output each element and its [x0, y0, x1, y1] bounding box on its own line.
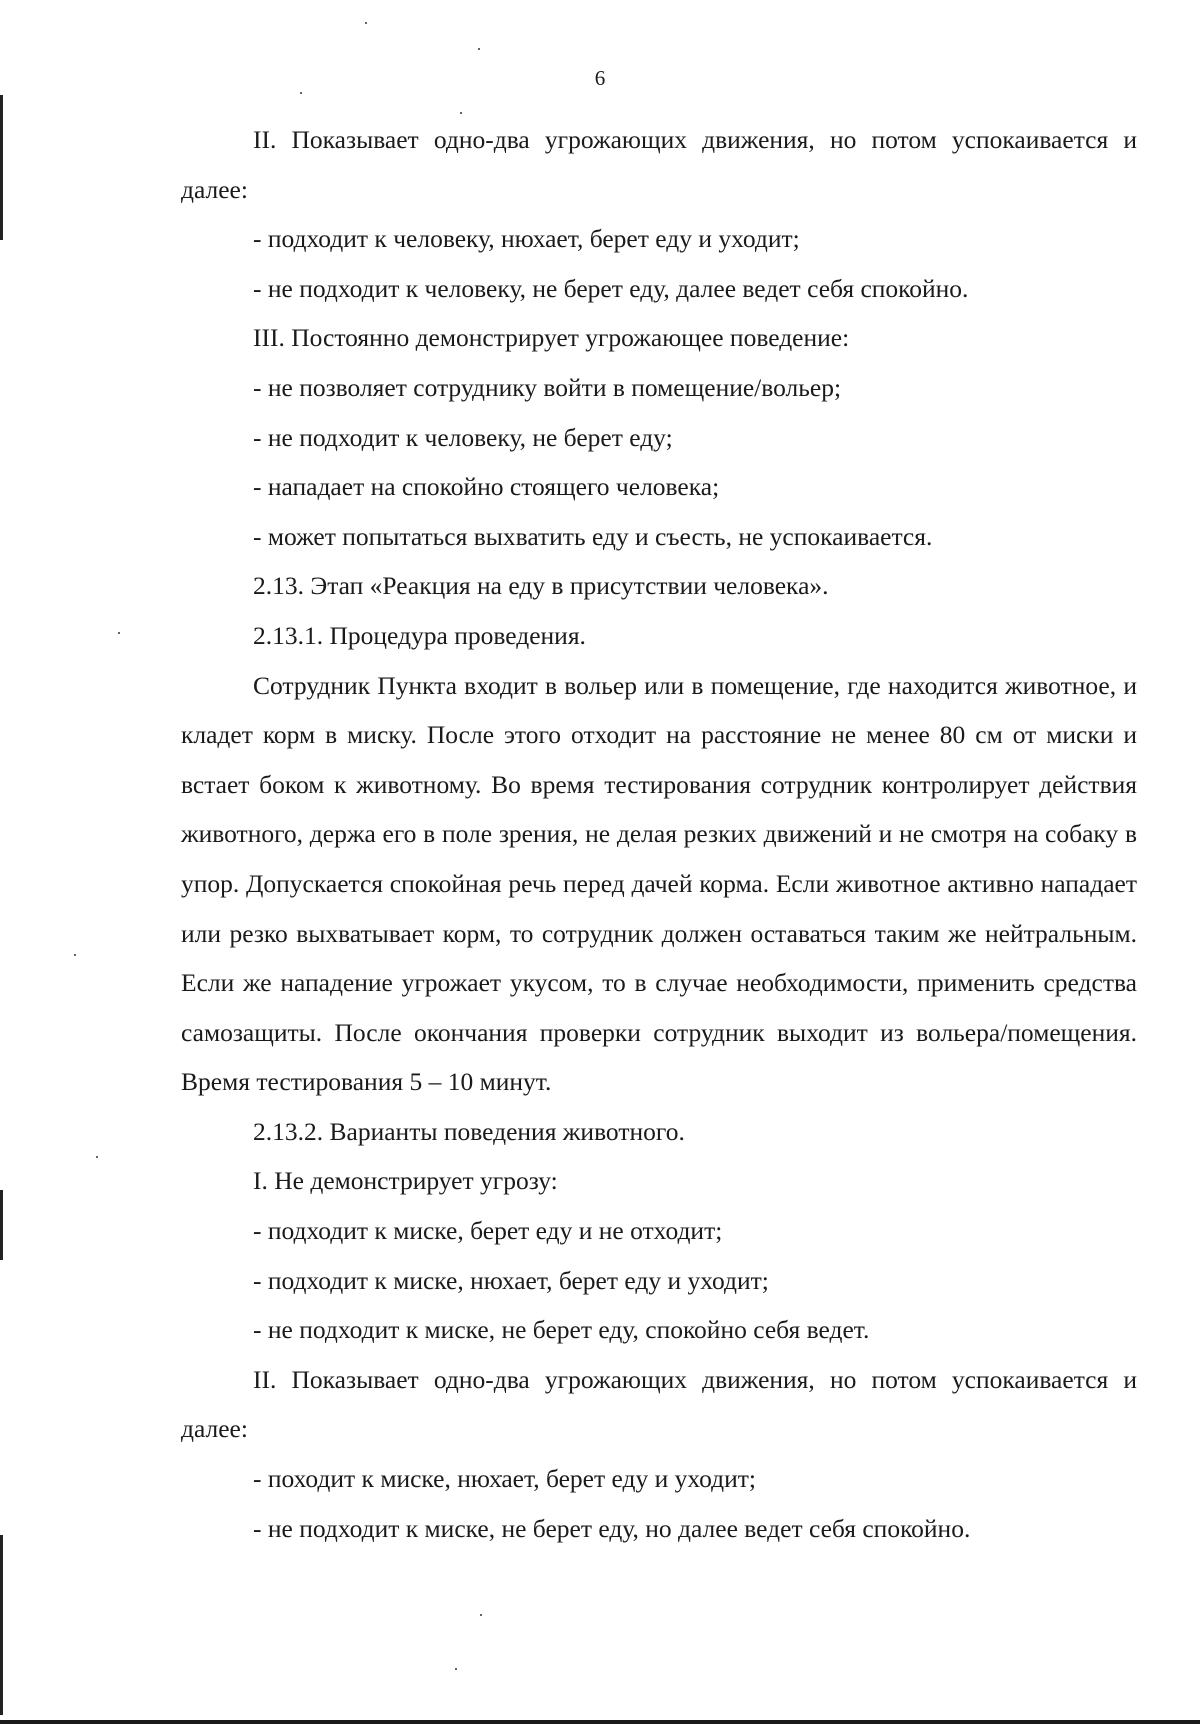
list-item: - может попытаться выхватить еду и съесть, не успокаивается. [253, 521, 933, 551]
list-item: - не позволяет сотруднику войти в помещение/вольер; [253, 372, 842, 402]
scan-speck [460, 112, 462, 114]
scan-speck [300, 92, 302, 94]
subsection-heading: 2.13.1. Процедура проведения. [253, 620, 586, 650]
list-item: - подходит к миске, нюхает, берет еду и уходит; [253, 1265, 769, 1295]
page-number: 6 [594, 66, 606, 90]
scan-speck [480, 1614, 482, 1616]
scan-speck [478, 48, 480, 50]
list-item: - нападает на спокойно стоящего человека; [253, 472, 720, 502]
scan-speck [74, 954, 76, 956]
paragraph: II. Показывает одно-два угрожающих движения, но потом успокаивается и далее: [181, 125, 1137, 204]
list-item: - не подходит к миске, не берет еду, спокойно себя ведет. [253, 1315, 870, 1345]
list-item: - подходит к миске, берет еду и не отходит; [253, 1216, 723, 1246]
scan-speck [96, 1156, 98, 1158]
scan-speck [365, 22, 367, 24]
scan-speck [118, 632, 120, 634]
section-heading: III. Постоянно демонстрирует угрожающее поведение: [253, 323, 850, 353]
scan-edge-mark [0, 1190, 3, 1260]
list-item: - подходит к человеку, нюхает, берет еду и уходит; [253, 224, 800, 254]
paragraph: Сотрудник Пункта входит в вольер или в помещение, где находится животное, и кладет корм в миску. После этого отходит на расстояние не менее 80 см от миски и встает боком к животному. Во время тестирования сотрудник контролирует действия животного, держа его в поле зрения, не делая резких движений и не смотря на собаку в упор. Допускается спокойная речь перед дачей корма. Если животное активно нападает или резко выхватывает корм, то сотрудник должен оставаться таким же нейтральным. Если же нападение угрожает укусом, то в случае необходимости, применить средства самозащиты. После окончания проверки сотрудник выходит из вольера/помещения. Время тестирования 5 – 10 минут. [181, 670, 1137, 1097]
list-item: - не подходит к миске, не берет еду, но далее ведет себя спокойно. [253, 1513, 971, 1543]
section-heading: 2.13. Этап «Реакция на еду в присутствии человека». [253, 571, 829, 601]
subsection-heading: 2.13.2. Варианты поведения животного. [253, 1116, 685, 1146]
scan-edge-mark [0, 1535, 3, 1715]
scan-edge-mark [0, 95, 3, 240]
paragraph: II. Показывает одно-два угрожающих движения, но потом успокаивается и далее: [181, 1364, 1137, 1444]
scan-edge-bottom [0, 1720, 1200, 1724]
section-heading: I. Не демонстрирует угрозу: [253, 1166, 558, 1196]
list-item: - не подходит к человеку, не берет еду, далее ведет себя спокойно. [253, 273, 969, 303]
list-item: - не подходит к человеку, не берет еду; [253, 422, 673, 452]
list-item: - походит к миске, нюхает, берет еду и уходит; [253, 1464, 757, 1494]
scan-speck [455, 1668, 457, 1670]
document-body [181, 115, 1137, 1553]
